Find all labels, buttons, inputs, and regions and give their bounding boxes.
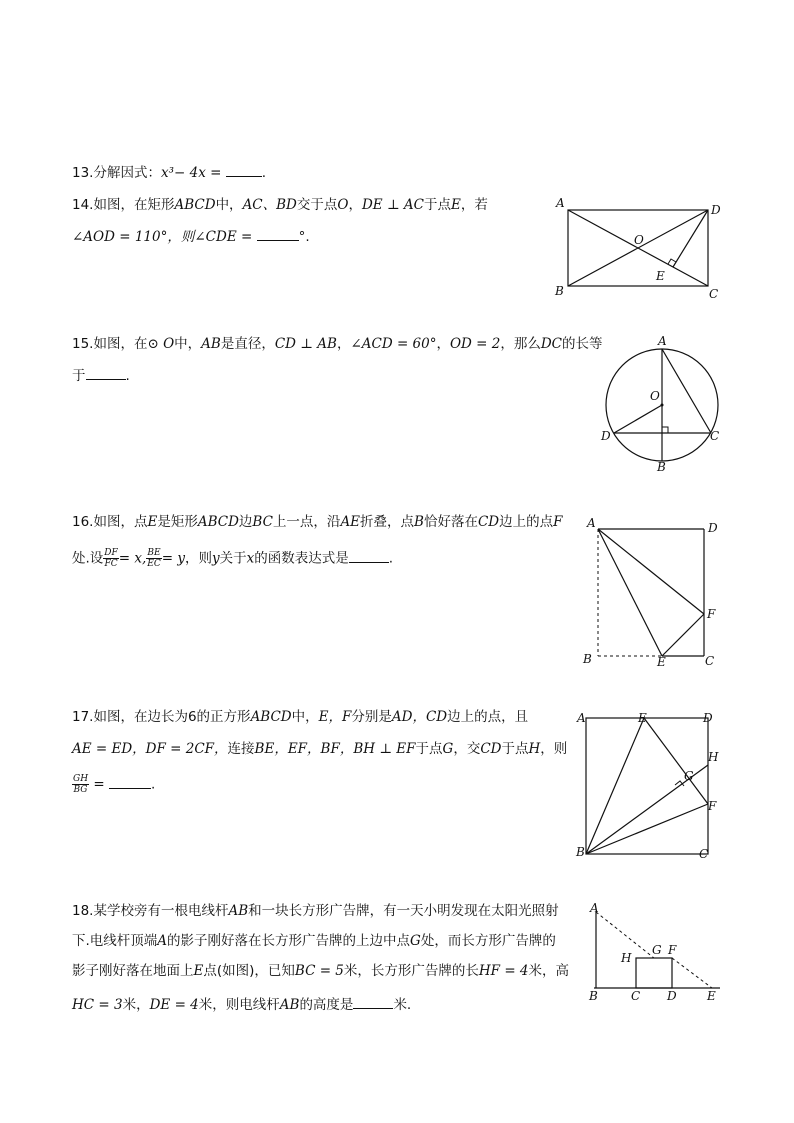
q17-math-conditions: AE = ED，DF = 2CF， — [72, 741, 228, 757]
q15-text: 于 — [72, 368, 86, 384]
q17-math-h: H — [528, 741, 541, 757]
q17-math-cd: CD — [480, 741, 502, 757]
q18-math-e: E — [193, 963, 204, 979]
q13-label: 分解因式： — [93, 165, 161, 181]
q18-label-a: A — [590, 901, 599, 915]
q16-frac2-num: BE — [147, 548, 161, 558]
q17-answer-blank[interactable] — [109, 776, 151, 789]
q17-text: ，则 — [540, 741, 568, 757]
q16-math-f: F — [553, 514, 563, 530]
q14-math-abcd: ABCD — [174, 197, 216, 213]
q17-end: . — [150, 776, 156, 793]
q18-label-b: B — [589, 989, 598, 1003]
q18-text: 的高度是 — [299, 997, 354, 1013]
q17-text: 分别是 — [351, 709, 392, 725]
q15-math-od: OD = 2 — [449, 336, 501, 352]
q18-label-c: C — [631, 989, 641, 1003]
q14-text: 交于点 — [296, 197, 338, 213]
q17-math-ad-cd: AD，CD — [391, 709, 448, 725]
q18-text: 和一块长方形广告牌，有一天小明发现在太阳光照射 — [248, 903, 559, 919]
q17-text: ，交 — [453, 741, 481, 757]
q15-label-o: O — [650, 389, 660, 403]
q16-text: 关于 — [219, 550, 247, 567]
q16-end: . — [388, 550, 394, 567]
question-16-line-1 — [72, 513, 563, 531]
q16-math-x: x — [246, 550, 255, 567]
q16-label-a: A — [587, 516, 596, 530]
q16-math-ae: AE — [340, 514, 361, 530]
q15-label-c: C — [710, 429, 720, 443]
q16-text: 恰好落在 — [423, 514, 478, 530]
q18-text: 点(如图)，已知 — [203, 963, 295, 979]
q18-math-ab: AB — [279, 997, 300, 1013]
q16-text: 边上的点 — [499, 514, 554, 530]
q18-label-f: F — [668, 943, 677, 957]
q16-text: 处.设 — [72, 550, 104, 567]
q15-end: . — [125, 368, 130, 384]
q16-text: 的函数表达式是 — [254, 550, 349, 567]
q15-text: 是直径， — [220, 336, 275, 352]
q18-label-e: E — [707, 989, 716, 1003]
q17-text: 连接 — [227, 741, 255, 757]
q17-math-eq: = — [93, 776, 105, 793]
q17-label-b: B — [576, 845, 585, 859]
q16-math-cd: CD — [477, 514, 500, 530]
q17-label-c: C — [699, 847, 709, 861]
q16-frac1-den: FC — [104, 559, 118, 569]
q15-label-a: A — [658, 334, 667, 348]
q16-label-c: C — [705, 654, 715, 668]
question-16-line-2 — [72, 548, 393, 569]
q14-text: 14.如图，在矩形 — [72, 197, 175, 213]
question-15-line-2 — [72, 367, 130, 385]
q16-math-y: y — [211, 550, 220, 567]
q15-math-dc: DC — [540, 336, 563, 352]
q15-label-d: D — [601, 429, 611, 443]
q15-label-b: B — [657, 460, 666, 474]
q18-label-g: G — [652, 943, 662, 957]
q17-fraction-gh-bg — [72, 774, 89, 795]
question-15-line-1 — [72, 335, 603, 353]
q17-text: 于点 — [415, 741, 443, 757]
q17-label-a: A — [577, 711, 586, 725]
q16-label-b: B — [583, 652, 592, 666]
q18-shadow-figure — [586, 900, 726, 1005]
q17-text: 于点 — [501, 741, 529, 757]
q16-text: 边 — [238, 514, 253, 530]
q15-math-angle: ∠ACD = 60° — [350, 336, 437, 352]
q14-math-angle-aod: ∠AOD = 110° — [72, 229, 168, 245]
q18-end: 米. — [393, 997, 412, 1013]
q14-end: °. — [298, 229, 310, 245]
q18-math-de: DE = 4 — [149, 997, 199, 1013]
q18-math-a: A — [157, 933, 168, 949]
q17-label-e: E — [638, 711, 647, 725]
q14-label-c: C — [709, 287, 719, 301]
q15-text: ，那么 — [500, 336, 541, 352]
q17-frac-num: GH — [73, 774, 89, 784]
q15-math-circle-o: ⊙ O — [147, 336, 175, 352]
q13-expression: x³− 4x = — [160, 165, 222, 181]
q14-text: 中， — [215, 197, 243, 213]
question-17-line-2 — [72, 740, 567, 758]
q14-answer-blank[interactable] — [257, 228, 299, 241]
q17-frac-den: BG — [73, 785, 88, 795]
q16-fraction-be-ec — [146, 548, 161, 569]
q17-math-segments: BE，EF，BF，BH ⊥ EF — [254, 741, 416, 757]
q16-math-b: B — [414, 514, 424, 530]
question-17-line-1 — [72, 708, 528, 726]
q14-label-e: E — [656, 269, 665, 283]
q16-math-bc: BC — [252, 514, 273, 530]
question-18-line-2 — [72, 932, 556, 950]
q18-text: 米，高 — [528, 963, 570, 979]
q16-text: 上一点，沿 — [272, 514, 341, 530]
q15-text: 15.如图，在 — [72, 336, 148, 352]
q16-folding-figure — [580, 514, 730, 674]
q16-text: 是矩形 — [157, 514, 198, 530]
q15-math-cd-perp-ab: CD ⊥ AB — [274, 336, 337, 352]
q15-answer-blank[interactable] — [86, 367, 126, 380]
q16-frac1-num: DF — [104, 548, 118, 558]
q18-text: 米，则电线杆 — [198, 997, 280, 1013]
q14-math-o: O — [337, 197, 349, 213]
q15-text: 的长等 — [562, 336, 603, 352]
q18-text: 的影子刚好落在长方形广告牌的上边中点 — [167, 933, 411, 949]
q18-answer-blank[interactable] — [353, 996, 393, 1009]
q14-math-de-perp-ac: DE ⊥ AC — [361, 197, 425, 213]
q16-math-abcd: ABCD — [197, 514, 239, 530]
q16-label-f: F — [707, 607, 716, 621]
q17-text: 中， — [291, 709, 319, 725]
q18-math-hf: HF = 4 — [478, 963, 529, 979]
q18-math-bc: BC = 5 — [294, 963, 344, 979]
q15-text: 中， — [174, 336, 202, 352]
q18-label-h: H — [621, 951, 632, 965]
q17-label-h: H — [708, 750, 719, 764]
q16-math-eq1: = x, — [118, 550, 147, 567]
q16-label-e: E — [657, 655, 666, 669]
q15-circle-figure — [596, 332, 736, 477]
question-18-line-4 — [72, 996, 411, 1014]
q14-label-b: B — [555, 284, 564, 298]
q14-text: ，若 — [460, 197, 488, 213]
q17-math-e-f: E，F — [318, 709, 352, 725]
question-18-line-3 — [72, 962, 569, 980]
q13-number: 13. — [72, 165, 94, 181]
q16-math-e: E — [147, 514, 158, 530]
q16-math-eq2: = y — [161, 550, 185, 567]
q17-label-g: G — [684, 769, 694, 783]
q14-math-ac-bd: AC、BD — [242, 197, 297, 213]
q18-math-ab: AB — [228, 903, 249, 919]
q17-square-figure — [572, 708, 732, 868]
q18-label-d: D — [667, 989, 677, 1003]
q13-end: . — [261, 165, 267, 181]
q17-math-g: G — [442, 741, 454, 757]
q18-math-hc: HC = 3 — [72, 997, 123, 1013]
question-18-line-1 — [72, 902, 559, 920]
q15-text: ， — [336, 336, 351, 352]
q18-text: 影子刚好落在地面上 — [72, 963, 194, 979]
q14-label-o: O — [634, 233, 644, 247]
q16-text: 16.如图，点 — [72, 514, 148, 530]
q17-label-d: D — [703, 711, 713, 725]
q16-answer-blank[interactable] — [349, 550, 389, 563]
q17-text: 边上的点，且 — [447, 709, 529, 725]
question-13 — [72, 164, 266, 182]
q18-text: 米， — [122, 997, 150, 1013]
q14-text: ， — [348, 197, 362, 213]
q18-text: 米，长方形广告牌的长 — [343, 963, 479, 979]
q16-label-d: D — [708, 521, 718, 535]
q18-text: 下.电线杆顶端 — [72, 933, 158, 949]
q14-text: 于点 — [424, 197, 452, 213]
q16-frac2-den: EC — [147, 559, 161, 569]
q15-text: ， — [436, 336, 450, 352]
question-14-line-1 — [72, 196, 488, 214]
q16-fraction-df-fc — [103, 548, 118, 569]
q18-text: 处，而长方形广告牌的 — [420, 933, 556, 949]
q17-label-f: F — [708, 799, 717, 813]
q18-text: 18.某学校旁有一根电线杆 — [72, 903, 229, 919]
q14-math-angle-cde: ，则∠CDE = — [167, 229, 253, 245]
q16-text: ，则 — [184, 550, 212, 567]
q18-math-g: G — [410, 933, 421, 949]
q15-math-ab: AB — [201, 336, 221, 352]
q16-text: 折叠，点 — [360, 514, 415, 530]
q13-answer-blank[interactable] — [226, 164, 262, 177]
q14-label-d: D — [711, 203, 721, 217]
question-17-line-3 — [72, 774, 155, 795]
q14-label-a: A — [556, 196, 565, 210]
question-14-line-2 — [72, 228, 310, 246]
q14-rectangle-figure — [552, 196, 732, 301]
q17-text: 17.如图，在边长为6的正方形 — [72, 709, 251, 725]
q17-math-abcd: ABCD — [250, 709, 292, 725]
q14-math-e: E — [451, 197, 461, 213]
